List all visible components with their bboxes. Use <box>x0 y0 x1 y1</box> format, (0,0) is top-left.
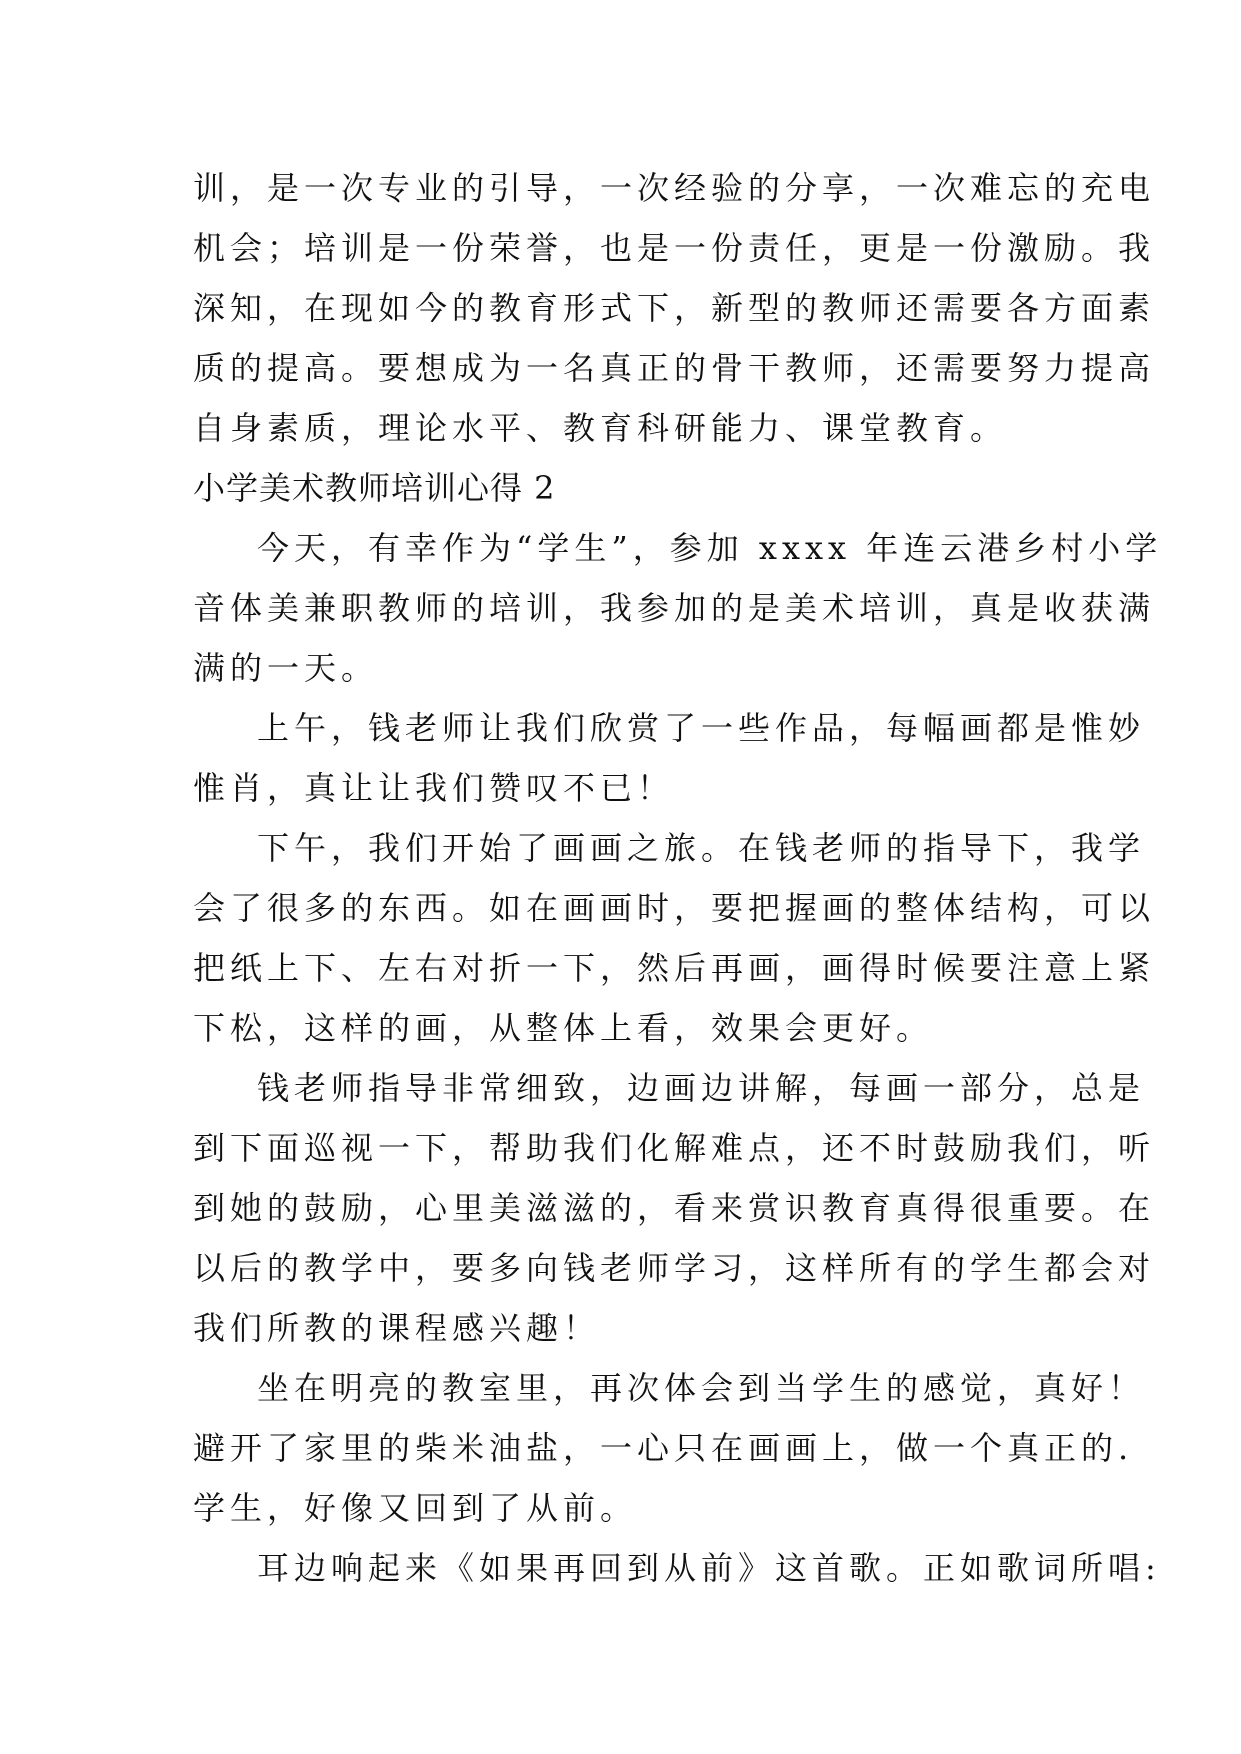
text-line: 到她的鼓励，心里美滋滋的，看来赏识教育真得很重要。在 <box>193 1189 1156 1227</box>
text-line: 训，是一次专业的引导，一次经验的分享，一次难忘的充电 <box>193 169 1156 207</box>
text-line: 我们所教的课程感兴趣！ <box>193 1309 601 1347</box>
text-line: 学生，好像又回到了从前。 <box>193 1489 638 1527</box>
paragraph-first-line: 坐在明亮的教室里，再次体会到当学生的感觉，真好！ <box>257 1369 1146 1407</box>
text-line: 把纸上下、左右对折一下，然后再画，画得时候要注意上紧 <box>193 949 1156 987</box>
paragraph-first-line: 今天，有幸作为“学生”，参加 xxxx 年连云港乡村小学 <box>257 529 1163 567</box>
document-body <box>193 158 1163 1598</box>
text-line: 会了很多的东西。如在画画时，要把握画的整体结构，可以 <box>193 889 1156 927</box>
text-line: 下松，这样的画，从整体上看，效果会更好。 <box>193 1009 934 1047</box>
text-line: 满的一天。 <box>193 649 379 687</box>
text-line: 以后的教学中，要多向钱老师学习，这样所有的学生都会对 <box>193 1249 1156 1287</box>
paragraph-first-line: 耳边响起来《如果再回到从前》这首歌。正如歌词所唱: <box>257 1549 1161 1587</box>
text-line: 质的提高。要想成为一名真正的骨干教师，还需要努力提高 <box>193 349 1156 387</box>
paragraph-first-line: 上午，钱老师让我们欣赏了一些作品，每幅画都是惟妙 <box>257 709 1146 747</box>
text-line: 音体美兼职教师的培训，我参加的是美术培训，真是收获满 <box>193 589 1156 627</box>
section-heading: 小学美术教师培训心得 2 <box>193 469 556 507</box>
text-line: 机会；培训是一份荣誉，也是一份责任，更是一份激励。我 <box>193 229 1156 267</box>
text-line: 深知，在现如今的教育形式下，新型的教师还需要各方面素 <box>193 289 1156 327</box>
paragraph-first-line: 钱老师指导非常细致，边画边讲解，每画一部分，总是 <box>257 1069 1146 1107</box>
text-line: 避开了家里的柴米油盐，一心只在画画上，做一个真正的. <box>193 1429 1134 1467</box>
text-line: 惟肖，真让让我们赞叹不已！ <box>193 769 675 807</box>
text-line: 自身素质，理论水平、教育科研能力、课堂教育。 <box>193 409 1008 447</box>
text-line: 到下面巡视一下，帮助我们化解难点，还不时鼓励我们，听 <box>193 1129 1156 1167</box>
paragraph-first-line: 下午，我们开始了画画之旅。在钱老师的指导下，我学 <box>257 829 1146 867</box>
